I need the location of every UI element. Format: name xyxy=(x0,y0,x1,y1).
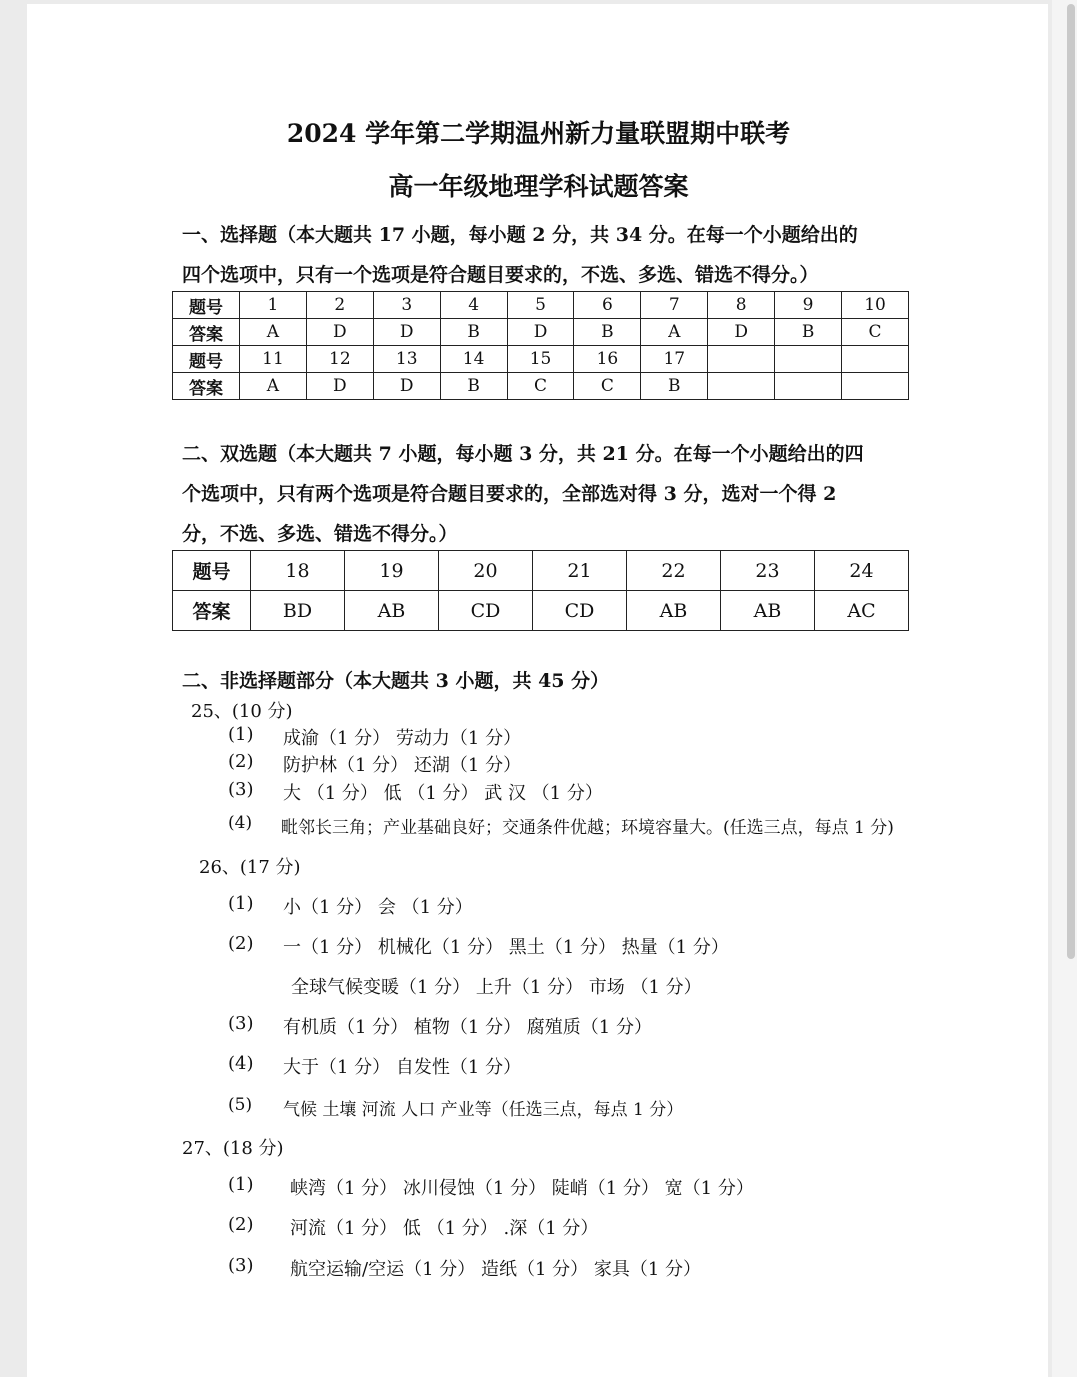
answer-line-number: (2) xyxy=(228,1214,254,1235)
answer-line-text: 河流（1 分） 低 （1 分） .深（1 分） xyxy=(290,1218,599,1239)
answer-line-text: 防护林（1 分） 还湖（1 分） xyxy=(283,755,522,776)
answer-cell: D xyxy=(306,373,373,400)
answer-line-number: (1) xyxy=(228,724,254,745)
answer-line-text: 大 （1 分） 低 （1 分） 武 汉 （1 分） xyxy=(283,783,603,804)
answer-line-number: (4) xyxy=(228,1053,254,1074)
answer-cell: D xyxy=(306,319,373,346)
question-number: 2 xyxy=(306,292,373,319)
question-27-title: 27、(18 分) xyxy=(182,1138,284,1159)
answer-line-text: 小（1 分） 会 （1 分） xyxy=(283,897,473,918)
answer-line-text: 大于（1 分） 自发性（1 分） xyxy=(283,1057,522,1078)
answer-cell: A xyxy=(240,319,307,346)
question-number: 13 xyxy=(373,346,440,373)
question-number: 18 xyxy=(251,551,345,591)
answer-cell: C xyxy=(507,373,574,400)
answer-cell: AC xyxy=(815,591,909,631)
table-row xyxy=(173,551,909,591)
answer-cell xyxy=(775,373,842,400)
question-number xyxy=(708,346,775,373)
answer-cell: AB xyxy=(627,591,721,631)
question-number xyxy=(842,346,909,373)
question-number: 16 xyxy=(574,346,641,373)
answer-line-number: (2) xyxy=(228,751,254,772)
answer-line-number: (2) xyxy=(228,933,254,954)
answer-cell: B xyxy=(641,373,708,400)
table-row xyxy=(173,591,909,631)
answer-cell: B xyxy=(440,373,507,400)
table-row xyxy=(173,319,909,346)
question-number: 11 xyxy=(240,346,307,373)
question-number: 14 xyxy=(440,346,507,373)
section3-heading: 二、非选择题部分（本大题共 3 小题，共 45 分） xyxy=(182,670,610,692)
question-number: 20 xyxy=(439,551,533,591)
answer-line-text: 全球气候变暖（1 分） 上升（1 分） 市场 （1 分） xyxy=(291,977,702,998)
question-number: 12 xyxy=(306,346,373,373)
answer-cell: CD xyxy=(439,591,533,631)
row-label-question: 题号 xyxy=(173,551,251,591)
answer-cell: CD xyxy=(533,591,627,631)
answer-cell: AB xyxy=(721,591,815,631)
answer-line-text: 一（1 分） 机械化（1 分） 黑土（1 分） 热量（1 分） xyxy=(283,937,729,958)
answer-line-text: 成渝（1 分） 劳动力（1 分） xyxy=(283,728,522,749)
single-choice-answer-table xyxy=(172,291,909,400)
question-number: 15 xyxy=(507,346,574,373)
table-row xyxy=(173,346,909,373)
answer-line-number: (4) xyxy=(228,813,253,833)
question-number: 3 xyxy=(373,292,440,319)
answer-line-text: 峡湾（1 分） 冰川侵蚀（1 分） 陡峭（1 分） 宽（1 分） xyxy=(290,1178,754,1199)
question-number xyxy=(775,346,842,373)
answer-cell: B xyxy=(775,319,842,346)
answer-line-text: 航空运输/空运（1 分） 造纸（1 分） 家具（1 分） xyxy=(290,1259,702,1280)
question-number: 22 xyxy=(627,551,721,591)
row-label-answer: 答案 xyxy=(173,591,251,631)
answer-cell: D xyxy=(708,319,775,346)
page-subtitle: 高一年级地理学科试题答案 xyxy=(388,172,689,201)
question-25-title: 25、(10 分) xyxy=(191,701,293,722)
answer-line-number: (3) xyxy=(228,779,254,800)
answer-cell xyxy=(708,373,775,400)
answer-cell xyxy=(842,373,909,400)
question-number: 6 xyxy=(574,292,641,319)
answer-line-number: (5) xyxy=(228,1095,253,1115)
question-number: 8 xyxy=(708,292,775,319)
answer-cell: AB xyxy=(345,591,439,631)
answer-line-number: (1) xyxy=(228,1174,254,1195)
row-label-question: 题号 xyxy=(173,292,240,319)
question-number: 9 xyxy=(775,292,842,319)
answer-cell: B xyxy=(574,319,641,346)
page-title: 2024 学年第二学期温州新力量联盟期中联考 xyxy=(286,119,791,148)
answer-cell: A xyxy=(240,373,307,400)
answer-line-number: (1) xyxy=(228,893,254,914)
answer-line-number: (3) xyxy=(228,1013,254,1034)
question-number: 10 xyxy=(842,292,909,319)
answer-line-number: (3) xyxy=(228,1255,254,1276)
table-row xyxy=(173,292,909,319)
question-number: 17 xyxy=(641,346,708,373)
section1-heading-line2: 四个选项中，只有一个选项是符合题目要求的，不选、多选、错选不得分。） xyxy=(182,264,819,286)
answer-cell: D xyxy=(373,319,440,346)
question-number: 19 xyxy=(345,551,439,591)
answer-line-text: 毗邻长三角；产业基础良好；交通条件优越；环境容量大。(任选三点，每点 1 分) xyxy=(281,818,894,838)
question-number: 21 xyxy=(533,551,627,591)
question-number: 5 xyxy=(507,292,574,319)
section2-heading-line3: 分，不选、多选、错选不得分。） xyxy=(182,523,458,545)
question-26-title: 26、(17 分) xyxy=(199,857,301,878)
section2-heading-line2: 个选项中，只有两个选项是符合题目要求的，全部选对得 3 分，选对一个得 2 xyxy=(182,483,837,505)
answer-cell: A xyxy=(641,319,708,346)
question-number: 24 xyxy=(815,551,909,591)
answer-line-text: 气候 土壤 河流 人口 产业等（任选三点，每点 1 分） xyxy=(283,1100,684,1120)
question-number: 1 xyxy=(240,292,307,319)
question-number: 23 xyxy=(721,551,815,591)
row-label-answer: 答案 xyxy=(173,373,240,400)
section2-heading-line1: 二、双选题（本大题共 7 小题，每小题 3 分，共 21 分。在每一个小题给出的四 xyxy=(182,443,864,465)
table-row xyxy=(173,373,909,400)
row-label-question: 题号 xyxy=(173,346,240,373)
answer-cell: C xyxy=(842,319,909,346)
double-choice-answer-table xyxy=(172,550,909,631)
answer-cell: BD xyxy=(251,591,345,631)
question-number: 4 xyxy=(440,292,507,319)
row-label-answer: 答案 xyxy=(173,319,240,346)
question-number: 7 xyxy=(641,292,708,319)
answer-line-text: 有机质（1 分） 植物（1 分） 腐殖质（1 分） xyxy=(283,1017,652,1038)
answer-cell: C xyxy=(574,373,641,400)
answer-cell: B xyxy=(440,319,507,346)
answer-cell: D xyxy=(373,373,440,400)
answer-cell: D xyxy=(507,319,574,346)
section1-heading-line1: 一、选择题（本大题共 17 小题，每小题 2 分，共 34 分。在每一个小题给出的 xyxy=(182,224,858,246)
